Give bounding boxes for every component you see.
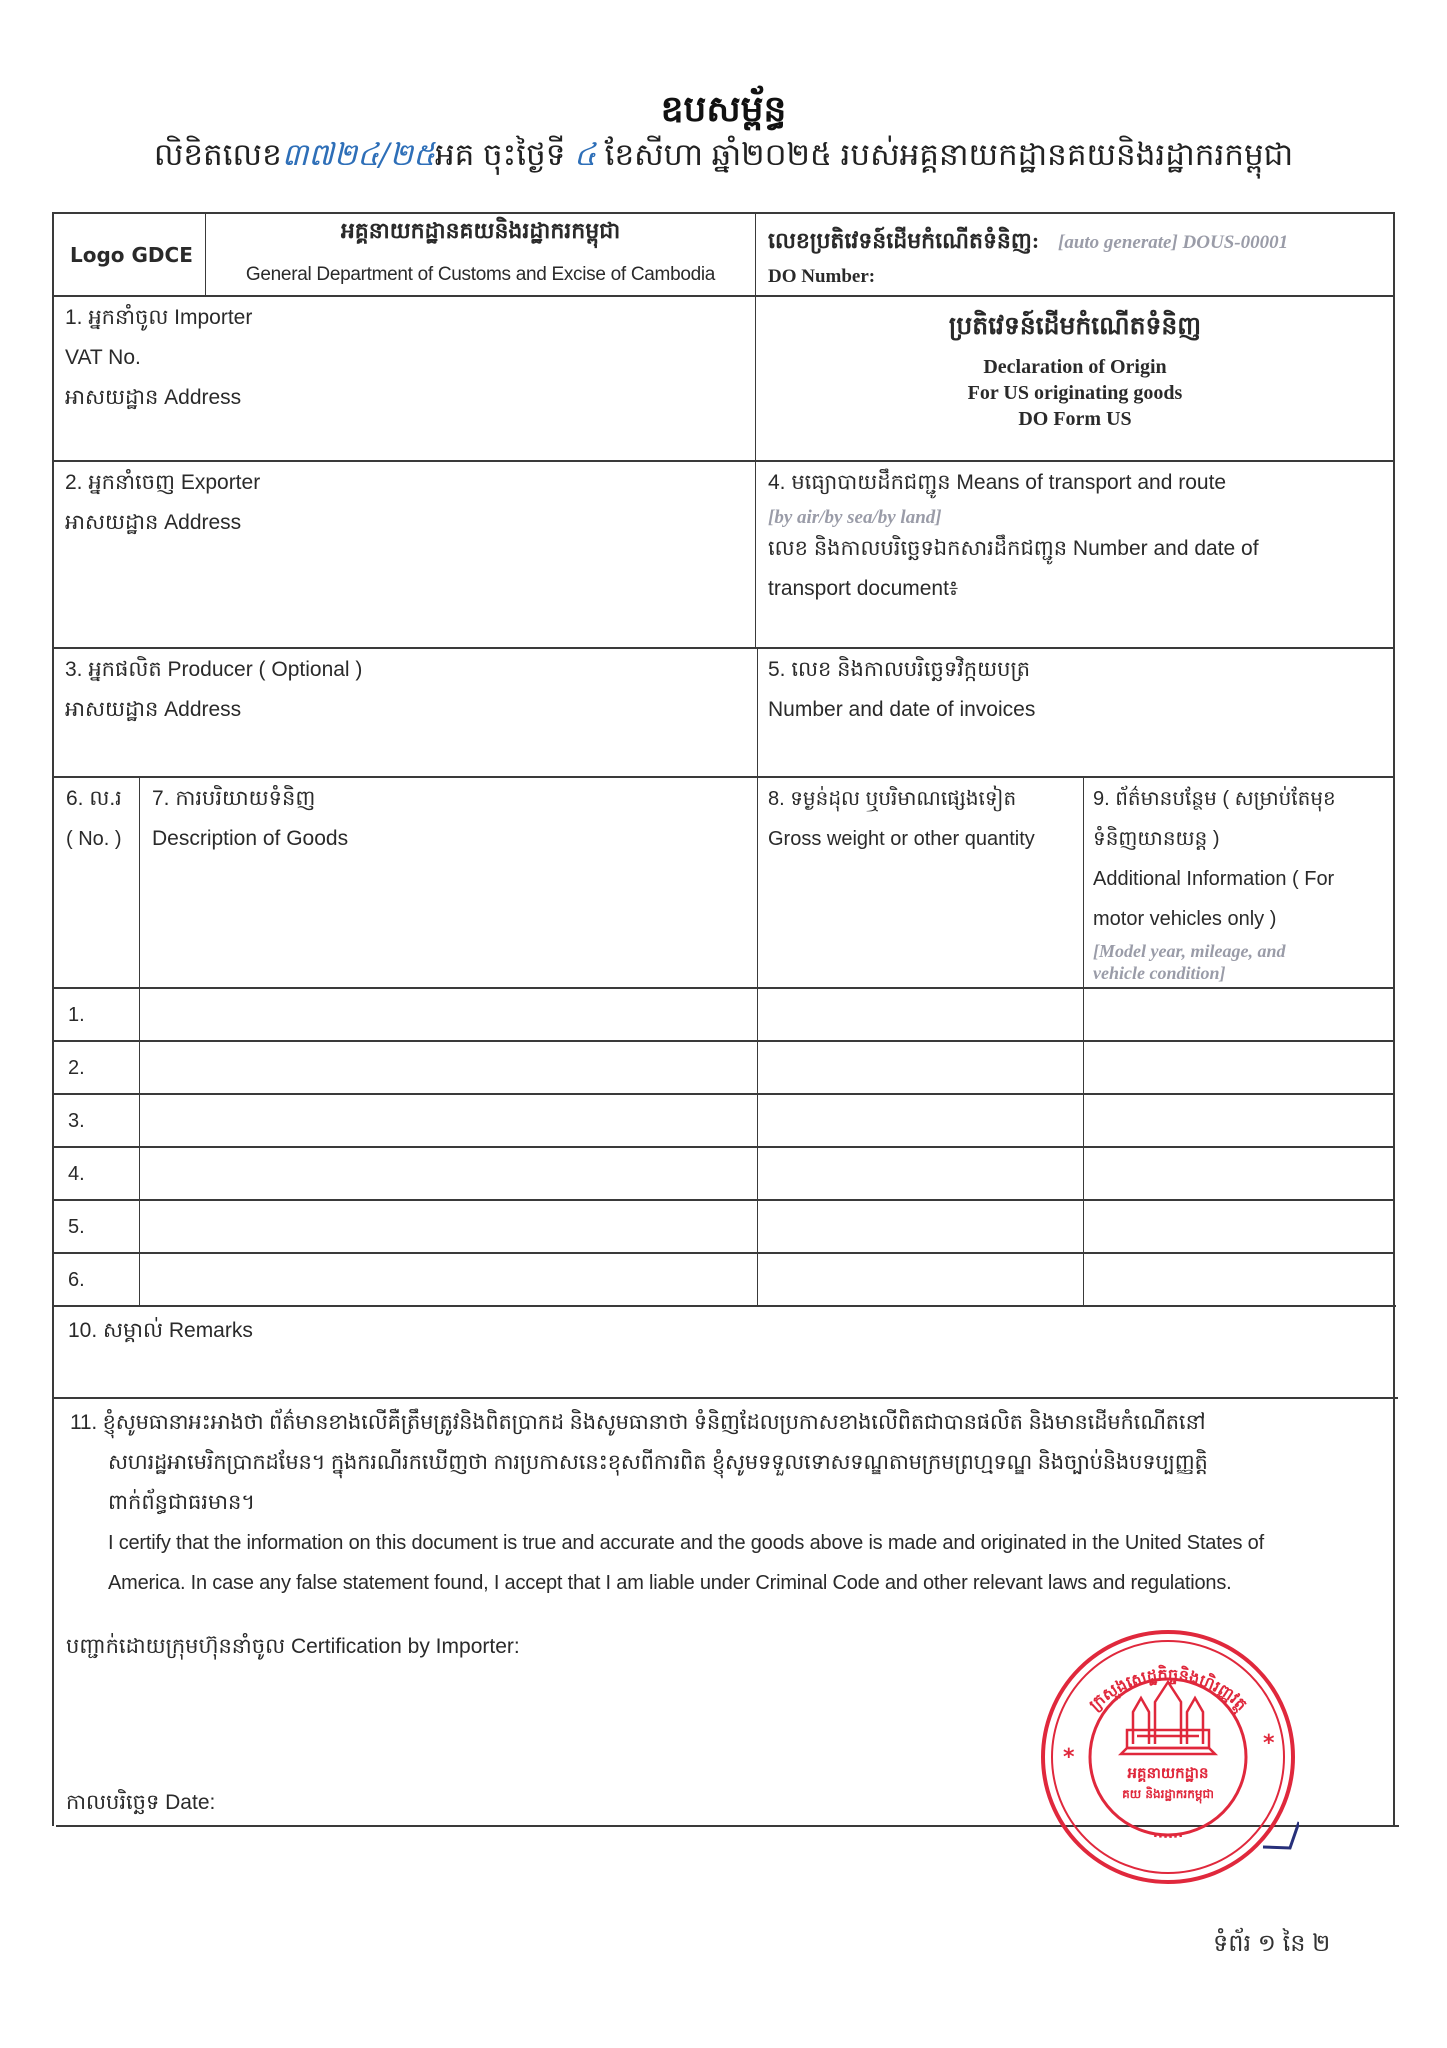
importer-label: 1. អ្នកនាំចូល Importer (65, 306, 253, 329)
official-seal (1037, 1626, 1299, 1888)
seal-icon (1037, 1626, 1299, 1888)
row-divider (54, 1397, 1398, 1399)
row-divider (52, 460, 1394, 462)
row-number: 2. (68, 1057, 85, 1079)
date-input[interactable] (250, 1787, 854, 1819)
goods-description-input[interactable] (145, 1151, 754, 1197)
transport-doc-input[interactable] (990, 573, 1384, 605)
transport-doc-label-1: លេខ និងកាលបរិច្ឆេទឯកសារដឹកជញ្ជូន Number and date of (768, 537, 1259, 560)
exporter-address-input[interactable] (270, 507, 744, 539)
goods-info-input[interactable] (1089, 1098, 1391, 1144)
col-divider (139, 776, 140, 1306)
row-divider (52, 1252, 1394, 1254)
goods-description-input[interactable] (145, 992, 754, 1038)
goods-info-input[interactable] (1089, 1204, 1391, 1250)
exporter-address-label: អាសយដ្ឋាន Address (65, 511, 242, 534)
declaration-kh-line3: ពាក់ព័ន្ធជាធរមាន។ (108, 1491, 256, 1514)
svg-text:······: ······ (1151, 1828, 1185, 1846)
col-info-en-2: motor vehicles only ) (1093, 908, 1277, 930)
goods-info-input[interactable] (1089, 1151, 1391, 1197)
col-info-hint-2: vehicle condition] (1093, 963, 1226, 983)
row-divider (52, 295, 1394, 297)
form-title-kh: ប្រតិវេទន៍ដើមកំណើតទំនិញ (948, 313, 1202, 340)
svg-text:គយ និងរដ្ឋាករកម្ពុជា: គយ និងរដ្ឋាករកម្ពុជា (1122, 1787, 1214, 1801)
goods-weight-input[interactable] (763, 992, 1081, 1038)
transport-label: 4. មធ្យោបាយដឹកជញ្ជូន Means of transport and route (768, 471, 1227, 494)
border-right (1393, 212, 1395, 1826)
remarks-label: 10. សម្គាល់ Remarks (68, 1319, 253, 1342)
do-number-hint: [auto generate] DOUS-00001 (1058, 232, 1289, 253)
signature-area[interactable] (66, 1668, 966, 1778)
row-number: 1. (68, 1004, 85, 1026)
letter-reference (0, 136, 1447, 181)
letter-day-handwritten: ៤ (574, 137, 596, 173)
org-name-kh: អគ្គនាយកដ្ឋានគយនិងរដ្ឋាករកម្ពុជា (340, 218, 621, 243)
row-divider (52, 1199, 1394, 1201)
importer-vat-input[interactable] (160, 342, 744, 374)
goods-description-input[interactable] (145, 1098, 754, 1144)
form-title-line1: Declaration of Origin (983, 356, 1167, 378)
declaration-kh-line2: សហរដ្ឋអាមេរិកប្រាកដមែន។ ក្នុងករណីរកឃើញថា ការប្រកាសនេះខុសពីការពិត ខ្ញុំសូមទទួលទោសទណ្ឌតាមក្រមព្រហ្មទណ្ឌ និងច្បាប់និងបទប្បញ្ញត្តិ (108, 1451, 1208, 1474)
col-desc-kh: 7. ការបរិយាយទំនិញ (152, 787, 316, 810)
declaration-en-line1: I certify that the information on this document is true and accurate and the goods above is made and originated in the United States of (108, 1532, 1264, 1554)
goods-weight-input[interactable] (763, 1098, 1081, 1144)
row-divider (52, 776, 1394, 778)
invoices-label-kh: 5. លេខ និងកាលបរិច្ឆេទវិក្កយបត្រ (768, 658, 1031, 681)
letter-ref-suffix: ខែសីហា ឆ្នាំ២០២៥ របស់អគ្គនាយកដ្ឋានគយនិងរដ្ឋាករកម្ពុជា (604, 137, 1294, 172)
producer-address-label: អាសយដ្ឋាន Address (65, 698, 242, 721)
col-desc-en: Description of Goods (152, 827, 349, 850)
border-top (52, 212, 1394, 214)
do-number-input[interactable] (920, 262, 1384, 290)
transport-hint: [by air/by sea/by land] (768, 507, 942, 528)
svg-text:*: * (1263, 1731, 1275, 1756)
col-info-en-1: Additional Information ( For (1093, 868, 1335, 890)
goods-description-input[interactable] (145, 1204, 754, 1250)
invoices-label-en: Number and date of invoices (768, 698, 1036, 721)
temple-icon (1121, 1682, 1215, 1754)
producer-address-input[interactable] (270, 694, 744, 726)
svg-text:*: * (1063, 1745, 1075, 1770)
goods-weight-input[interactable] (763, 1151, 1081, 1197)
signature-mark (1263, 1822, 1299, 1848)
goods-description-input[interactable] (145, 1257, 754, 1303)
goods-description-input[interactable] (145, 1045, 754, 1091)
importer-address-label: អាសយដ្ឋាន Address (65, 386, 242, 409)
importer-address-input[interactable] (270, 382, 744, 414)
importer-vat-label: VAT No. (65, 346, 141, 369)
svg-text:ក្រសួងសេដ្ឋកិច្ចនិងហិរញ្ញវត្ថុ: ក្រសួងសេដ្ឋកិច្ចនិងហិរញ្ញវត្ថុ (1085, 1664, 1252, 1715)
row-divider (52, 1305, 1396, 1307)
row-divider (52, 1040, 1394, 1042)
col-weight-kh: 8. ទម្ងន់ដុល ឬបរិមាណផ្សេងទៀត (768, 788, 1017, 810)
col-info-kh-1: 9. ព័ត៌មានបន្ថែម ( សម្រាប់តែមុខ (1093, 788, 1336, 810)
goods-info-input[interactable] (1089, 1257, 1391, 1303)
form-title-line3: DO Form US (1018, 408, 1132, 430)
org-name-en: General Department of Customs and Excise of Cambodia (245, 264, 716, 285)
svg-text:អគ្គនាយកដ្ឋាន: អគ្គនាយកដ្ឋាន (1127, 1764, 1209, 1782)
producer-label: 3. អ្នកផលិត Producer ( Optional ) (65, 658, 363, 681)
border-left (52, 212, 54, 1826)
goods-weight-input[interactable] (763, 1204, 1081, 1250)
col-divider (1083, 776, 1084, 1306)
exporter-label: 2. អ្នកនាំចេញ Exporter (65, 471, 261, 494)
do-number-label-kh: លេខប្រតិវេទន៍ដើមកំណើតទំនិញ: (768, 228, 1040, 253)
goods-weight-input[interactable] (763, 1257, 1081, 1303)
logo-placeholder: Logo GDCE (70, 243, 193, 267)
declaration-kh-line1: 11. ខ្ញុំសូមធានាអះអាងថា ព័ត៌មានខាងលើគឺត្រឹមត្រូវនិងពិតប្រាកដ និងសូមធានាថា ទំនិញដែលប្រកាសខាងលើពិតជាបានផលិត និងមានដើមកំណើតនៅ (70, 1411, 1206, 1434)
row-number: 6. (68, 1269, 85, 1291)
col-divider (757, 647, 758, 1306)
form-title-line2: For US originating goods (967, 382, 1183, 404)
col-info-kh-2: ទំនិញយានយន្ត ) (1093, 828, 1220, 850)
annex-title: ឧបសម្ព័ន្ធ (660, 89, 787, 129)
row-divider (52, 647, 1394, 649)
certification-label: បញ្ជាក់ដោយក្រុមហ៊ុននាំចូល Certification by Importer: (66, 1635, 520, 1658)
transport-doc-label-2: transport document៖ (768, 577, 959, 600)
date-label: កាលបរិច្ឆេទ Date: (66, 1791, 216, 1814)
col-divider (755, 212, 756, 648)
row-number: 5. (68, 1216, 85, 1238)
remarks-input[interactable] (68, 1348, 1387, 1396)
col-weight-en: Gross weight or other quantity (768, 828, 1035, 850)
col-info-hint-1: [Model year, mileage, and (1093, 941, 1286, 961)
letter-ref-mid: អគ ចុះថ្ងៃទី (434, 137, 566, 172)
row-divider (52, 1093, 1394, 1095)
goods-info-input[interactable] (1089, 1045, 1391, 1091)
col-no-en: ( No. ) (66, 828, 122, 850)
goods-info-input[interactable] (1089, 992, 1391, 1038)
row-divider (52, 987, 1394, 989)
letter-ref-prefix: លិខិតលេខ (153, 137, 282, 172)
row-number: 3. (68, 1110, 85, 1132)
col-no-kh: 6. ល.រ (66, 787, 122, 810)
goods-weight-input[interactable] (763, 1045, 1081, 1091)
do-number-label-en: DO Number: (768, 266, 876, 287)
letter-number-handwritten: ៣៧២៤/២៥ (281, 137, 435, 173)
declaration-en-line2: America. In case any false statement found, I accept that I am liable under Criminal Code and other relevant laws and regulations. (108, 1572, 1232, 1594)
row-number: 4. (68, 1163, 85, 1185)
page-indicator: ទំព័រ ១ នៃ ២ (1213, 1930, 1331, 1957)
invoices-input[interactable] (768, 730, 1382, 762)
row-divider (52, 1146, 1394, 1148)
